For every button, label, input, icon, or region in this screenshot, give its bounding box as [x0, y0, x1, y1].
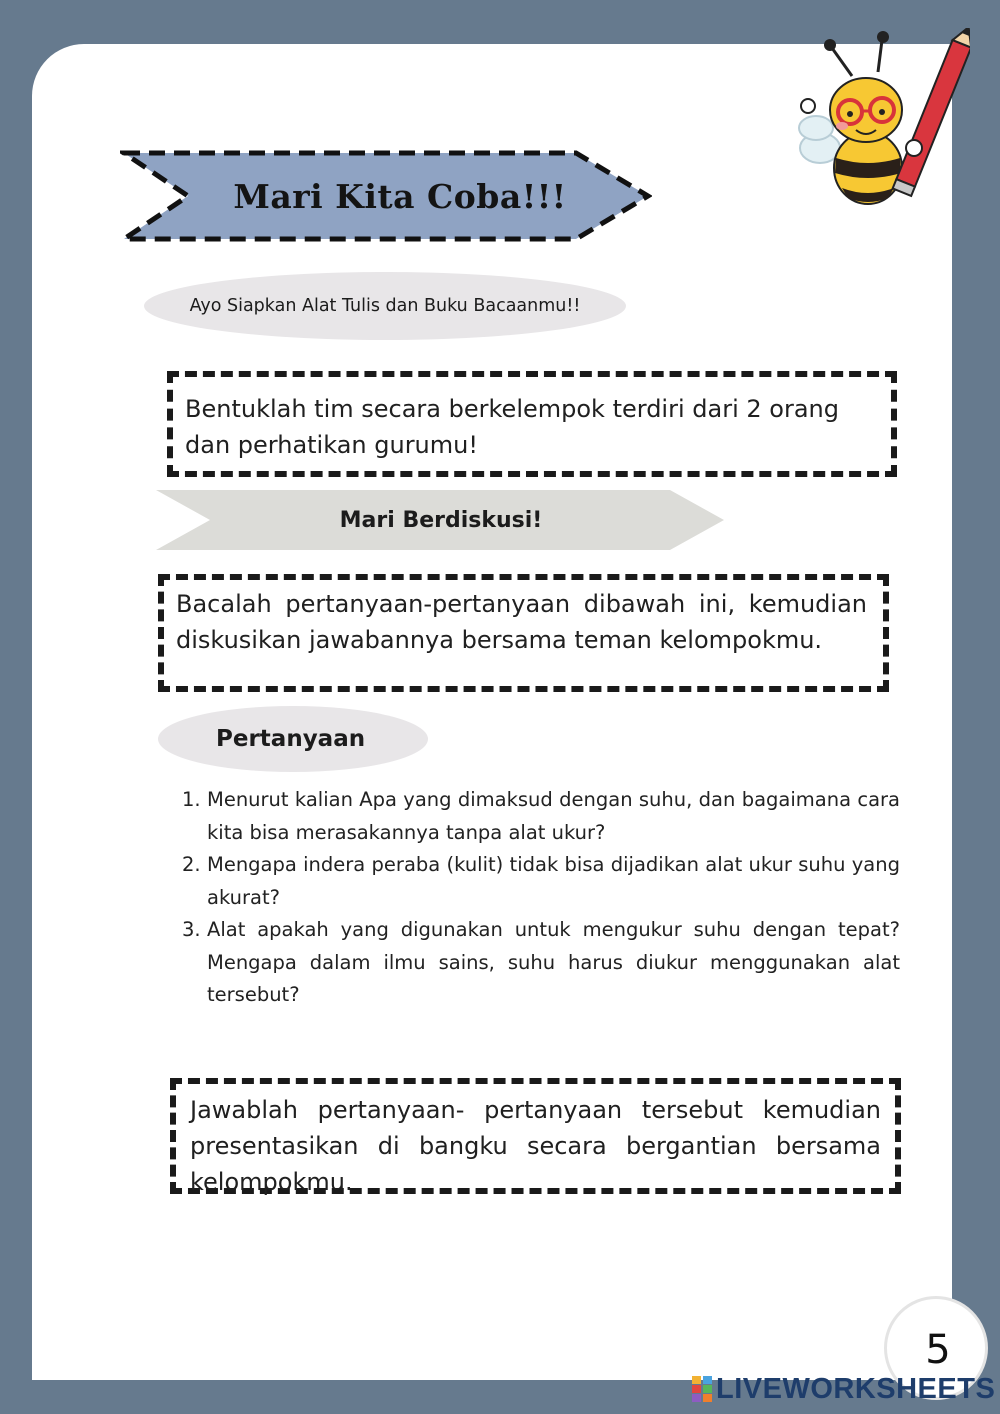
question-number: 2. — [182, 853, 201, 876]
question-list — [182, 784, 900, 1012]
team-instruction-box — [167, 371, 897, 477]
bee-with-pencil-icon — [790, 28, 970, 213]
question-number: 1. — [182, 788, 201, 811]
team-instruction-text: Bentuklah tim secara berkelempok terdiri dari 2 orang dan perhatikan gurumu! — [185, 395, 839, 459]
tools-reminder: Ayo Siapkan Alat Tulis dan Buku Bacaanmu!! — [144, 272, 626, 340]
question-item — [182, 784, 900, 849]
footer-brand: LIVEWORKSHEETS — [716, 1373, 996, 1405]
question-text: Menurut kalian Apa yang dimaksud dengan suhu, dan bagaimana cara kita bisa merasakannya tanpa alat ukur? — [207, 788, 900, 844]
question-text: Mengapa indera peraba (kulit) tidak bisa dijadikan alat ukur suhu yang akurat? — [207, 853, 900, 909]
page-title: Mari Kita Coba!!! — [233, 176, 567, 216]
answer-instruction-text: Jawablah pertanyaan- pertanyaan tersebut kemudian presentasikan di bangku secara bergantian bersama kelompokmu. — [190, 1096, 881, 1196]
liveworksheets-logo-icon — [692, 1376, 712, 1402]
answer-instruction-box — [170, 1078, 901, 1194]
read-instruction-box — [158, 574, 889, 692]
question-text: Alat apakah yang digunakan untuk mengukur suhu dengan tepat? Mengapa dalam ilmu sains, suhu harus diukur menggunakan alat tersebut? — [207, 918, 900, 1006]
page-number: 5 — [925, 1327, 951, 1373]
question-item — [182, 914, 900, 1012]
question-item — [182, 849, 900, 914]
question-number: 3. — [182, 918, 201, 941]
discussion-heading: Mari Berdiskusi! — [339, 507, 543, 533]
read-instruction-text: Bacalah pertanyaan-pertanyaan dibawah ini, kemudian diskusikan jawabannya bersama teman kelompokmu. — [176, 590, 867, 654]
questions-heading: Pertanyaan — [158, 706, 428, 772]
